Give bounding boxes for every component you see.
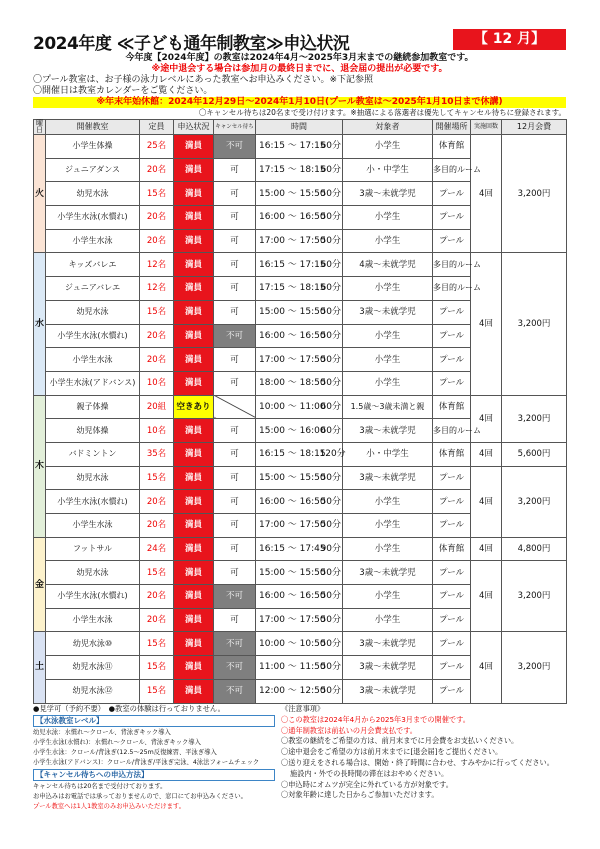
time-range: 17:00 ～ 17:50 — [256, 348, 320, 372]
table-row — [34, 253, 567, 277]
note-item: 〇途中退会をご希望の方は前月末までに[退会届]をご提出ください。 — [281, 747, 503, 757]
intro-line-pool-level: 〇プール教室は、お子様の泳力レベルにあった教室へお申込みください。※下記参照 — [33, 75, 374, 85]
waitlist: 可 — [214, 348, 256, 372]
capacity: 20名 — [140, 324, 174, 348]
class-name: 幼児水泳 — [46, 182, 140, 206]
footer-right-notes — [281, 704, 566, 801]
time-range: 17:15 ～ 18:15 — [256, 158, 320, 182]
session-count: 4回 — [471, 135, 502, 253]
waitlist: 不可 — [214, 135, 256, 159]
time-range: 10:00 ～ 10:50 — [256, 632, 320, 656]
status-badge: 満員 — [174, 537, 214, 561]
table-header-row — [34, 120, 567, 135]
note-item: 〇送り迎えをされる場合は、開始・終了時間に合わせ、すみやかに行ってください。 — [281, 757, 554, 767]
note-item: 〇教室の継続をご希望の方は、前月末までに月会費をお支払いください。 — [281, 736, 519, 746]
place: 体育館 — [433, 442, 471, 466]
session-count: 4回 — [471, 466, 502, 537]
target: 小学生 — [343, 135, 433, 159]
target: 3歳～未就学児 — [343, 632, 433, 656]
month-badge: 【 12 月】 — [453, 29, 566, 50]
time-range: 17:15 ～ 18:15 — [256, 277, 320, 301]
session-count: 4回 — [471, 561, 502, 632]
waitlist: 可 — [214, 419, 256, 443]
intro-line-withdrawal: ※途中退会する場合は参加月の最終日までに、退会届の提出が必要です。 — [151, 64, 448, 74]
time-range: 16:15 ～ 17:45 — [256, 537, 320, 561]
target: 小・中学生 — [343, 158, 433, 182]
page-title: 2024年度 ≪子ども通年制教室≫申込状況 — [33, 34, 350, 54]
waitlist: 可 — [214, 371, 256, 395]
target: 小学生 — [343, 490, 433, 514]
target: 3歳～未就学児 — [343, 656, 433, 680]
time-range: 16:00 ～ 16:50 — [256, 490, 320, 514]
class-name: 小学生体操 — [46, 135, 140, 159]
table-row — [34, 632, 567, 656]
table-row — [34, 561, 567, 585]
cancel-method-line: お申込みはお電話では承っておりませんので、窓口にてお申込みください。 — [33, 793, 247, 800]
footer-left-notes — [33, 704, 275, 812]
monthly-fee: 3,200円 — [502, 632, 567, 703]
duration: 50分 — [320, 656, 343, 680]
duration: 50分 — [320, 300, 343, 324]
duration: 60分 — [320, 253, 343, 277]
monthly-fee: 3,200円 — [502, 253, 567, 395]
place: プール — [433, 371, 471, 395]
capacity: 20組 — [140, 395, 174, 419]
schedule-table — [33, 119, 567, 704]
capacity: 24名 — [140, 537, 174, 561]
class-name: 幼児水泳⑫ — [46, 679, 140, 703]
monthly-fee: 3,200円 — [502, 561, 567, 632]
class-name: 小学生水泳(水慣れ) — [46, 585, 140, 609]
duration: 50分 — [320, 585, 343, 609]
status-badge: 満員 — [174, 324, 214, 348]
duration: 120分 — [320, 442, 343, 466]
note-item: 〇この教室は2024年4月から2025年3月までの開催です。 — [281, 714, 470, 724]
note-item: 〇対象年齢に達した日からご参加いただけます。 — [281, 790, 439, 800]
capacity: 20名 — [140, 608, 174, 632]
capacity: 20名 — [140, 206, 174, 230]
target: 3歳～未就学児 — [343, 466, 433, 490]
waitlist — [214, 395, 256, 419]
table-row — [34, 442, 567, 466]
header-capacity: 定員 — [140, 120, 174, 135]
status-badge: 満員 — [174, 442, 214, 466]
monthly-fee: 4,800円 — [502, 537, 567, 561]
duration: 50分 — [320, 679, 343, 703]
time-range: 18:00 ～ 18:50 — [256, 371, 320, 395]
monthly-fee: 3,200円 — [502, 135, 567, 253]
place: 多目的ルーム — [433, 277, 471, 301]
session-count: 4回 — [471, 253, 502, 395]
intro-line-holiday: ※年末年始休館：2024年12月29日～2024年1月10日(プール教室は～2025年1月10日まで休講) — [33, 97, 566, 108]
waitlist: 可 — [214, 561, 256, 585]
class-name: フットサル — [46, 537, 140, 561]
target: 3歳～未就学児 — [343, 679, 433, 703]
header-target: 対象者 — [343, 120, 433, 135]
class-name: 幼児体操 — [46, 419, 140, 443]
place: 体育館 — [433, 395, 471, 419]
day-cell: 火 — [34, 135, 46, 253]
monthly-fee: 3,200円 — [502, 466, 567, 537]
day-cell: 水 — [34, 253, 46, 395]
target: 小・中学生 — [343, 442, 433, 466]
intro-line-waitlist: 〇キャンセル待ちは20名まで受け付けます。※抽選による落選者は優先してキャンセル待ちに登録されます。 — [198, 108, 566, 117]
duration: 50分 — [320, 490, 343, 514]
day-cell: 金 — [34, 537, 46, 632]
capacity: 20名 — [140, 158, 174, 182]
swim-level-item: 幼児水泳：水慣れ～クロール、背泳ぎキック導入 — [33, 729, 171, 736]
status-badge: 満員 — [174, 158, 214, 182]
time-range: 15:00 ～ 15:50 — [256, 300, 320, 324]
waitlist: 可 — [214, 442, 256, 466]
header-day: 曜日 — [34, 120, 46, 135]
duration: 50分 — [320, 514, 343, 538]
time-range: 16:15 ～ 17:15 — [256, 253, 320, 277]
visit-note: ●見学可（予約不要） ●教室の体験は行っておりません。 — [33, 704, 225, 713]
class-name: 親子体操 — [46, 395, 140, 419]
time-range: 16:15 ～ 17:15 — [256, 135, 320, 159]
place: プール — [433, 466, 471, 490]
waitlist: 不可 — [214, 324, 256, 348]
status-badge: 満員 — [174, 608, 214, 632]
time-range: 16:15 ～ 18:15 — [256, 442, 320, 466]
time-range: 16:00 ～ 16:50 — [256, 585, 320, 609]
status-badge: 満員 — [174, 514, 214, 538]
target: 小学生 — [343, 371, 433, 395]
waitlist: 可 — [214, 490, 256, 514]
place: 体育館 — [433, 537, 471, 561]
place: プール — [433, 206, 471, 230]
capacity: 12名 — [140, 277, 174, 301]
swim-level-item: 小学生水泳：クロール/背泳ぎ(12.5～25m反復練習、平泳ぎ導入 — [33, 749, 217, 756]
capacity: 35名 — [140, 442, 174, 466]
class-name: 小学生水泳(水慣れ) — [46, 490, 140, 514]
time-range: 15:00 ～ 16:00 — [256, 419, 320, 443]
place: 多目的ルーム — [433, 253, 471, 277]
cancel-method-warning: プール教室へは1人1教室のみお申込みいただけます。 — [33, 803, 186, 810]
waitlist: 不可 — [214, 632, 256, 656]
class-name: ジュニアダンス — [46, 158, 140, 182]
status-badge: 満員 — [174, 561, 214, 585]
time-range: 12:00 ～ 12:50 — [256, 679, 320, 703]
duration: 60分 — [320, 158, 343, 182]
time-range: 15:00 ～ 15:50 — [256, 466, 320, 490]
swim-level-heading: 【水泳教室レベル】 — [33, 715, 275, 727]
waitlist: 可 — [214, 182, 256, 206]
day-cell: 土 — [34, 632, 46, 703]
target: 小学生 — [343, 348, 433, 372]
class-name: 幼児水泳 — [46, 300, 140, 324]
place: プール — [433, 182, 471, 206]
capacity: 15名 — [140, 656, 174, 680]
capacity: 15名 — [140, 300, 174, 324]
capacity: 20名 — [140, 585, 174, 609]
session-count: 4回 — [471, 537, 502, 561]
duration: 50分 — [320, 371, 343, 395]
capacity: 20名 — [140, 490, 174, 514]
class-name: ジュニアバレエ — [46, 277, 140, 301]
class-name: キッズバレエ — [46, 253, 140, 277]
capacity: 12名 — [140, 253, 174, 277]
place: プール — [433, 490, 471, 514]
place: プール — [433, 608, 471, 632]
duration: 50分 — [320, 324, 343, 348]
status-badge: 満員 — [174, 585, 214, 609]
waitlist: 可 — [214, 206, 256, 230]
time-range: 17:00 ～ 17:50 — [256, 514, 320, 538]
target: 小学生 — [343, 277, 433, 301]
class-name: バドミントン — [46, 442, 140, 466]
status-badge: 満員 — [174, 229, 214, 253]
header-waitlist: キャンセル待ち — [214, 120, 256, 135]
place: プール — [433, 585, 471, 609]
swim-level-item: 小学生水泳(アドバンス)：クロール/背泳ぎ/平泳ぎ完泳、4泳法フォームチェック — [33, 759, 260, 766]
capacity: 15名 — [140, 466, 174, 490]
duration: 60分 — [320, 419, 343, 443]
capacity: 20名 — [140, 348, 174, 372]
notes-list — [281, 715, 566, 801]
target: 小学生 — [343, 537, 433, 561]
capacity: 10名 — [140, 371, 174, 395]
duration: 50分 — [320, 561, 343, 585]
intro-line-calendar: 〇開催日は教室カレンダーをご覧ください。 — [33, 86, 213, 96]
status-badge: 満員 — [174, 206, 214, 230]
duration: 60分 — [320, 135, 343, 159]
target: 4歳～未就学児 — [343, 253, 433, 277]
status-badge: 満員 — [174, 632, 214, 656]
place: 多目的ルーム — [433, 419, 471, 443]
status-badge: 満員 — [174, 419, 214, 443]
class-name: 幼児水泳⑩ — [46, 632, 140, 656]
place: プール — [433, 656, 471, 680]
time-range: 10:00 ～ 11:00 — [256, 395, 320, 419]
duration: 90分 — [320, 537, 343, 561]
session-count: 4回 — [471, 395, 502, 442]
status-badge: 満員 — [174, 371, 214, 395]
schedule-body — [34, 135, 567, 704]
status-badge: 満員 — [174, 182, 214, 206]
place: プール — [433, 514, 471, 538]
header-place: 開催場所 — [433, 120, 471, 135]
target: 小学生 — [343, 206, 433, 230]
duration: 60分 — [320, 277, 343, 301]
status-badge: 満員 — [174, 679, 214, 703]
duration: 50分 — [320, 229, 343, 253]
swim-level-item: 小学生水泳(水慣れ)：水慣れ～クロール、背泳ぎキック導入 — [33, 739, 201, 746]
day-cell: 木 — [34, 395, 46, 537]
notes-heading: 《注意事項》 — [281, 704, 325, 713]
status-badge: 満員 — [174, 253, 214, 277]
table-row — [34, 466, 567, 490]
waitlist: 可 — [214, 300, 256, 324]
class-name: 小学生水泳(アドバンス) — [46, 371, 140, 395]
class-name: 小学生水泳 — [46, 514, 140, 538]
time-range: 16:00 ～ 16:50 — [256, 206, 320, 230]
duration: 50分 — [320, 466, 343, 490]
header-class: 開催教室 — [46, 120, 140, 135]
time-range: 15:00 ～ 15:50 — [256, 182, 320, 206]
place: プール — [433, 229, 471, 253]
class-name: 小学生水泳 — [46, 229, 140, 253]
target: 小学生 — [343, 229, 433, 253]
duration: 50分 — [320, 182, 343, 206]
status-badge: 満員 — [174, 466, 214, 490]
waitlist: 可 — [214, 158, 256, 182]
duration: 50分 — [320, 632, 343, 656]
header-sessions: 実施回数 — [471, 120, 502, 135]
note-item: 施設内・外での長時間の滞在はおやめください。 — [290, 768, 449, 778]
place: プール — [433, 300, 471, 324]
waitlist: 可 — [214, 514, 256, 538]
class-name: 幼児水泳 — [46, 561, 140, 585]
table-row — [34, 395, 567, 419]
class-name: 幼児水泳 — [46, 466, 140, 490]
cancel-method-line: キャンセル待ちは20名まで受付けております。 — [33, 783, 167, 790]
place: プール — [433, 324, 471, 348]
waitlist: 可 — [214, 608, 256, 632]
capacity: 10名 — [140, 419, 174, 443]
target: 3歳～未就学児 — [343, 419, 433, 443]
status-badge: 満員 — [174, 277, 214, 301]
intro-line-period: 今年度【2024年度】の教室は2024年4月～2025年3月末までの継続参加教室です。 — [125, 53, 474, 63]
cancel-method-heading: 【キャンセル待ちへの申込方法】 — [33, 769, 275, 781]
waitlist: 可 — [214, 253, 256, 277]
capacity: 20名 — [140, 514, 174, 538]
status-badge: 満員 — [174, 135, 214, 159]
place: 体育館 — [433, 135, 471, 159]
table-row — [34, 135, 567, 159]
class-name: 小学生水泳 — [46, 348, 140, 372]
waitlist: 不可 — [214, 585, 256, 609]
status-badge: 満員 — [174, 300, 214, 324]
session-count: 4回 — [471, 632, 502, 703]
header-status: 申込状況 — [174, 120, 214, 135]
document-title-bar — [33, 29, 566, 54]
target: 小学生 — [343, 324, 433, 348]
note-item: 〇通年制教室は前払いの月会費支払です。 — [281, 725, 417, 735]
target: 3歳～未就学児 — [343, 182, 433, 206]
class-name: 小学生水泳 — [46, 608, 140, 632]
place: プール — [433, 632, 471, 656]
class-name: 小学生水泳(水慣れ) — [46, 206, 140, 230]
intro-notes — [33, 53, 566, 118]
target: 小学生 — [343, 514, 433, 538]
place: プール — [433, 679, 471, 703]
capacity: 20名 — [140, 229, 174, 253]
capacity: 25名 — [140, 135, 174, 159]
status-badge: 満員 — [174, 490, 214, 514]
time-range: 16:00 ～ 16:50 — [256, 324, 320, 348]
class-name: 小学生水泳(水慣れ) — [46, 324, 140, 348]
status-badge: 満員 — [174, 348, 214, 372]
time-range: 17:00 ～ 17:50 — [256, 229, 320, 253]
duration: 60分 — [320, 395, 343, 419]
place: プール — [433, 561, 471, 585]
time-range: 11:00 ～ 11:50 — [256, 656, 320, 680]
waitlist: 可 — [214, 466, 256, 490]
class-name: 幼児水泳⑪ — [46, 656, 140, 680]
session-count: 4回 — [471, 442, 502, 466]
time-range: 17:00 ～ 17:50 — [256, 608, 320, 632]
target: 小学生 — [343, 608, 433, 632]
duration: 50分 — [320, 206, 343, 230]
note-item: 〇申込時にオムツが完全に外れている方が対象です。 — [281, 779, 453, 789]
capacity: 15名 — [140, 632, 174, 656]
target: 小学生 — [343, 585, 433, 609]
waitlist: 不可 — [214, 656, 256, 680]
place: プール — [433, 348, 471, 372]
duration: 50分 — [320, 608, 343, 632]
capacity: 15名 — [140, 561, 174, 585]
waitlist: 可 — [214, 277, 256, 301]
time-range: 15:00 ～ 15:50 — [256, 561, 320, 585]
target: 3歳～未就学児 — [343, 300, 433, 324]
table-row — [34, 537, 567, 561]
duration: 50分 — [320, 348, 343, 372]
monthly-fee: 5,600円 — [502, 442, 567, 466]
waitlist: 可 — [214, 229, 256, 253]
capacity: 15名 — [140, 182, 174, 206]
header-fee: 12月会費 — [502, 120, 567, 135]
status-badge: 空きあり — [174, 395, 214, 419]
waitlist: 不可 — [214, 679, 256, 703]
header-time: 時間 — [256, 120, 343, 135]
target: 3歳～未就学児 — [343, 561, 433, 585]
status-badge: 満員 — [174, 656, 214, 680]
waitlist: 可 — [214, 537, 256, 561]
capacity: 15名 — [140, 679, 174, 703]
place: 多目的ルーム — [433, 158, 471, 182]
monthly-fee: 3,200円 — [502, 395, 567, 442]
target: 1.5歳～3歳未満と親 — [343, 395, 433, 419]
